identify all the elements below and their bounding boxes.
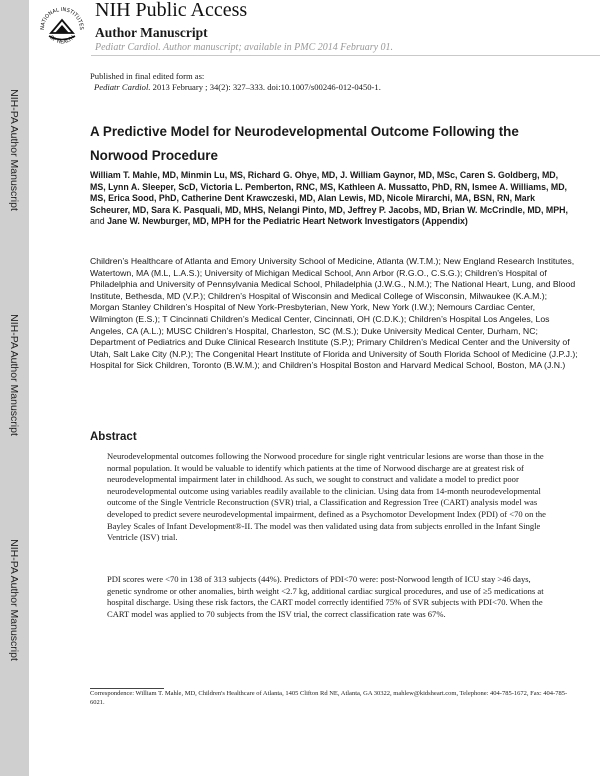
article-title: A Predictive Model for Neurodevelopmental Outcome Following the Norwood Procedure: [90, 124, 519, 163]
header-subtitle: Author Manuscript: [95, 25, 208, 40]
abstract-heading: Abstract: [90, 431, 137, 443]
sidebar-label: NIH-PA Author Manuscript: [8, 539, 20, 661]
nih-seal-logo-icon: [37, 3, 87, 53]
journal-name: Pediatr Cardiol.: [94, 82, 151, 92]
sidebar-strip: [0, 0, 29, 776]
abstract-paragraph: Neurodevelopmental outcomes following the Norwood procedure for single right ventricular lesions are worse than those in the normal population. It would be valuable to identify which patients at the time of Norwood discharge are at greatest risk of neurodevelopmental impairment later in childhood. As such, we sought to construct and validate a model to predict poor neurodevelopmental outcome using variables readily available to the clinician. Using data from 14-month neurodevelopmental outcome of the Single Ventricle Reconstruction (SVR) trial, a Classification and Regression Tree (CART) analysis model was developed to predict severe neurodevelopmental impairment, defined as a Psychomotor Development Index (PDI) of <70 on the Bayley Scales of Infant Development®-II. The model was then validated using data from subjects enrolled in the Infant Single Ventricle (ISV) trial.: [107, 451, 546, 543]
sidebar-label: NIH-PA Author Manuscript: [8, 314, 20, 436]
availability-note: Pediatr Cardiol. Author manuscript; available in PMC 2014 February 01.: [95, 42, 394, 53]
authors-conjunction: and: [90, 216, 108, 226]
abstract-paragraph: PDI scores were <70 in 138 of 313 subjects (44%). Predictors of PDI<70 were: post-Norwood length of ICU stay >46 days, genetic syndrome or other anomalies, birth weight <2.7 kg, additional cardiac surgical procedures, and use of ≥5 medications at hospital discharge. Using these risk factors, the CART model correctly identified 75% of SVR subjects with PDI<70. When the CART model was applied to 70 subjects from the ISV trial, the correct classification rate was 67%.: [107, 574, 544, 619]
citation-line: [94, 82, 381, 92]
authors-main: William T. Mahle, MD, Minmin Lu, MS, Richard G. Ohye, MD, J. William Gaynor, MD, MSc, Caren S. Goldberg, MD, MS, Lynn A. Sleeper, ScD, Victoria L. Pemberton, RNC, MS, Kathleen A. Mussatto, PhD, RN, Ismee A. Williams, MD, MS, Erica Sood, PhD, Catherine Dent Krawczeski, MD, Alan Lewis, MD, Nicole Mirarchi, MA, BSN, RN, Mark Scheurer, MD, Sara K. Pasquali, MD, MHS, Nelangi Pinto, MD, Jeffrey P. Jacobs, MD, Brian W. McCrindle, MD, MPH,: [90, 170, 568, 215]
affiliations: Children’s Healthcare of Atlanta and Emory University School of Medicine, Atlanta (W.T.M.); New England Research Institutes, Watertown, MA (M.L, L.A.S.); University of Michigan Medical School, Ann Arbor (R.G.O., C.S.G.); Children’s Hospital of Philadelphia and University of Pennsylvania Medical School, Philadelphia (J.W.G., N.M.); The National Heart, Lung, and Blood Institute, Bethesda, MD (V.P.); Children’s Hospital of Wisconsin and Medical College of Wisconsin, Milwaukee (K.A.M.); Morgan Stanley Children’s Hospital of New York-Presbyterian, New York, New York (I.W.); Nemours Cardiac Center, Wilmington (E.S.); T Cincinnati Children’s Medical Center, Cincinnati, OH (C.D.K.); Children’s Hospital Los Angeles, Los Angeles, CA (A.L.); MUSC Children’s Hospital, Charleston, SC (M.S.); Duke University Medical Center, Durham, NC; Department of Pediatrics and Duke Clinical Research Institute (S.P.); Primary Children’s Medical Center and the University of Utah, Salt Lake City (N.P.); The Congenital Heart Institute of Florida and University of South Florida School of Medicine (J.P.J.); Hospital for Sick Children, Toronto (B.W.M.); and Children’s Hospital Boston and Harvard Medical School, Boston, MA (J.N.): [90, 256, 578, 371]
logo-text-top: NATIONAL INSTITUTES: [39, 6, 85, 31]
header-divider: [91, 55, 600, 56]
header-title: NIH Public Access: [95, 0, 248, 21]
author-list: [90, 170, 575, 228]
authors-last: Jane W. Newburger, MD, MPH for the Pediatric Heart Network Investigators (Appendix): [107, 216, 468, 226]
logo-text-bottom: OF HEALTH: [47, 34, 77, 46]
sidebar-label: NIH-PA Author Manuscript: [8, 89, 20, 211]
publication-line: Published in final edited form as:: [90, 71, 205, 81]
correspondence-footnote: Correspondence: William T. Mahle, MD, Children's Healthcare of Atlanta, 1405 Clifton Rd NE, Atlanta, GA 30322, mahlew@kidsheart.com, Telephone: 404-785-1672, Fax: 404-785-6021.: [90, 690, 568, 706]
citation-details: 2013 February ; 34(2): 327–333. doi:10.1007/s00246-012-0450-1.: [150, 82, 381, 92]
